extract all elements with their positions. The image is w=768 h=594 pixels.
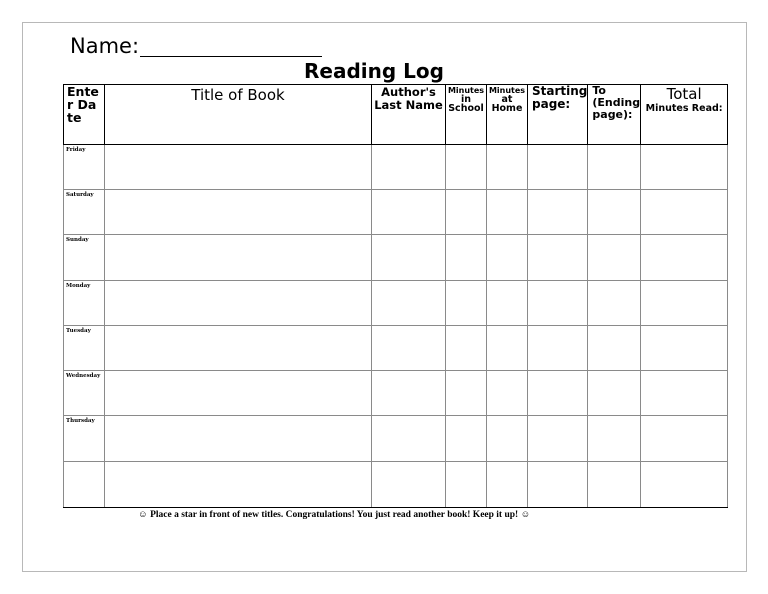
log-entry-cell[interactable] <box>446 326 487 371</box>
log-entry-cell[interactable] <box>528 145 588 190</box>
col-total-minutes <box>641 85 728 145</box>
table-row <box>64 281 728 326</box>
log-entry-cell[interactable] <box>105 190 372 235</box>
name-blank-line <box>140 56 322 57</box>
col-ending-page: To (Ending page): <box>588 85 641 145</box>
table-row <box>64 235 728 281</box>
day-cell: Monday <box>64 281 105 326</box>
log-entry-cell[interactable] <box>588 416 641 462</box>
col-total-sublabel: Minutes Read: <box>645 103 723 114</box>
log-entry-cell[interactable] <box>641 190 728 235</box>
log-entry-cell[interactable] <box>528 326 588 371</box>
log-entry-cell[interactable] <box>487 235 528 281</box>
log-entry-cell[interactable] <box>588 371 641 416</box>
table-row <box>64 145 728 190</box>
log-entry-cell[interactable] <box>641 371 728 416</box>
log-entry-cell[interactable] <box>588 190 641 235</box>
log-entry-cell[interactable] <box>588 145 641 190</box>
log-entry-cell[interactable] <box>528 190 588 235</box>
day-cell: Sunday <box>64 235 105 281</box>
log-entry-cell[interactable] <box>487 190 528 235</box>
col-minutes-in-school-a: Minutes <box>447 86 485 95</box>
name-label: Name: <box>70 34 140 58</box>
col-minutes-at-home-c: Home <box>491 103 523 114</box>
log-entry-cell[interactable] <box>641 462 728 508</box>
col-total-label: Total <box>666 85 702 103</box>
log-entry-cell[interactable] <box>372 190 446 235</box>
log-entry-cell[interactable] <box>588 462 641 508</box>
log-entry-cell[interactable] <box>372 416 446 462</box>
log-entry-cell[interactable] <box>487 326 528 371</box>
header-row <box>64 85 728 145</box>
day-cell: Thursday <box>64 416 105 462</box>
log-entry-cell[interactable] <box>105 235 372 281</box>
col-starting-page: Starting page: <box>528 85 588 145</box>
day-cell: Saturday <box>64 190 105 235</box>
log-entry-cell[interactable] <box>446 281 487 326</box>
col-enter-date: Enter Date <box>64 85 105 145</box>
col-minutes-in-school-c: School <box>448 103 484 114</box>
log-entry-cell[interactable] <box>641 145 728 190</box>
col-minutes-at-home-a: Minutes <box>488 86 526 95</box>
footer-note: ☺ Place a star in front of new titles. Congratulations! You just read another book! Keep it up! ☺ <box>138 510 531 520</box>
log-entry-cell[interactable] <box>372 281 446 326</box>
col-author-last-name: Author's Last Name <box>372 85 446 145</box>
day-cell <box>64 462 105 508</box>
day-cell: Friday <box>64 145 105 190</box>
log-entry-cell[interactable] <box>641 281 728 326</box>
day-cell: Tuesday <box>64 326 105 371</box>
col-title-of-book: Title of Book <box>105 85 372 145</box>
log-entry-cell[interactable] <box>105 416 372 462</box>
col-minutes-at-home <box>487 85 528 145</box>
page-title: Reading Log <box>304 59 444 83</box>
log-entry-cell[interactable] <box>487 371 528 416</box>
log-entry-cell[interactable] <box>487 281 528 326</box>
col-minutes-in-school-b: in <box>460 94 472 105</box>
log-entry-cell[interactable] <box>372 326 446 371</box>
log-entry-cell[interactable] <box>372 145 446 190</box>
table-row <box>64 416 728 462</box>
log-entry-cell[interactable] <box>446 371 487 416</box>
table-row <box>64 326 728 371</box>
log-entry-cell[interactable] <box>105 145 372 190</box>
log-entry-cell[interactable] <box>105 281 372 326</box>
log-entry-cell[interactable] <box>446 462 487 508</box>
log-entry-cell[interactable] <box>372 371 446 416</box>
log-entry-cell[interactable] <box>105 326 372 371</box>
log-entry-cell[interactable] <box>446 145 487 190</box>
log-entry-cell[interactable] <box>487 145 528 190</box>
log-entry-cell[interactable] <box>528 371 588 416</box>
log-entry-cell[interactable] <box>372 235 446 281</box>
log-entry-cell[interactable] <box>528 281 588 326</box>
log-entry-cell[interactable] <box>641 326 728 371</box>
log-entry-cell[interactable] <box>105 371 372 416</box>
log-entry-cell[interactable] <box>588 281 641 326</box>
log-entry-cell[interactable] <box>446 235 487 281</box>
log-entry-cell[interactable] <box>641 416 728 462</box>
log-entry-cell[interactable] <box>372 462 446 508</box>
table-row <box>64 462 728 508</box>
log-entry-cell[interactable] <box>528 235 588 281</box>
col-minutes-at-home-b: at <box>501 94 513 105</box>
log-entry-cell[interactable] <box>446 190 487 235</box>
table-row <box>64 190 728 235</box>
reading-log-table <box>63 84 728 508</box>
log-entry-cell[interactable] <box>487 462 528 508</box>
log-entry-cell[interactable] <box>446 416 487 462</box>
log-entry-cell[interactable] <box>105 462 372 508</box>
log-entry-cell[interactable] <box>641 235 728 281</box>
log-entry-cell[interactable] <box>588 326 641 371</box>
col-minutes-in-school <box>446 85 487 145</box>
log-entry-cell[interactable] <box>528 462 588 508</box>
day-cell: Wednesday <box>64 371 105 416</box>
log-entry-cell[interactable] <box>528 416 588 462</box>
log-entry-cell[interactable] <box>588 235 641 281</box>
table-row <box>64 371 728 416</box>
log-body <box>64 145 728 508</box>
log-entry-cell[interactable] <box>487 416 528 462</box>
